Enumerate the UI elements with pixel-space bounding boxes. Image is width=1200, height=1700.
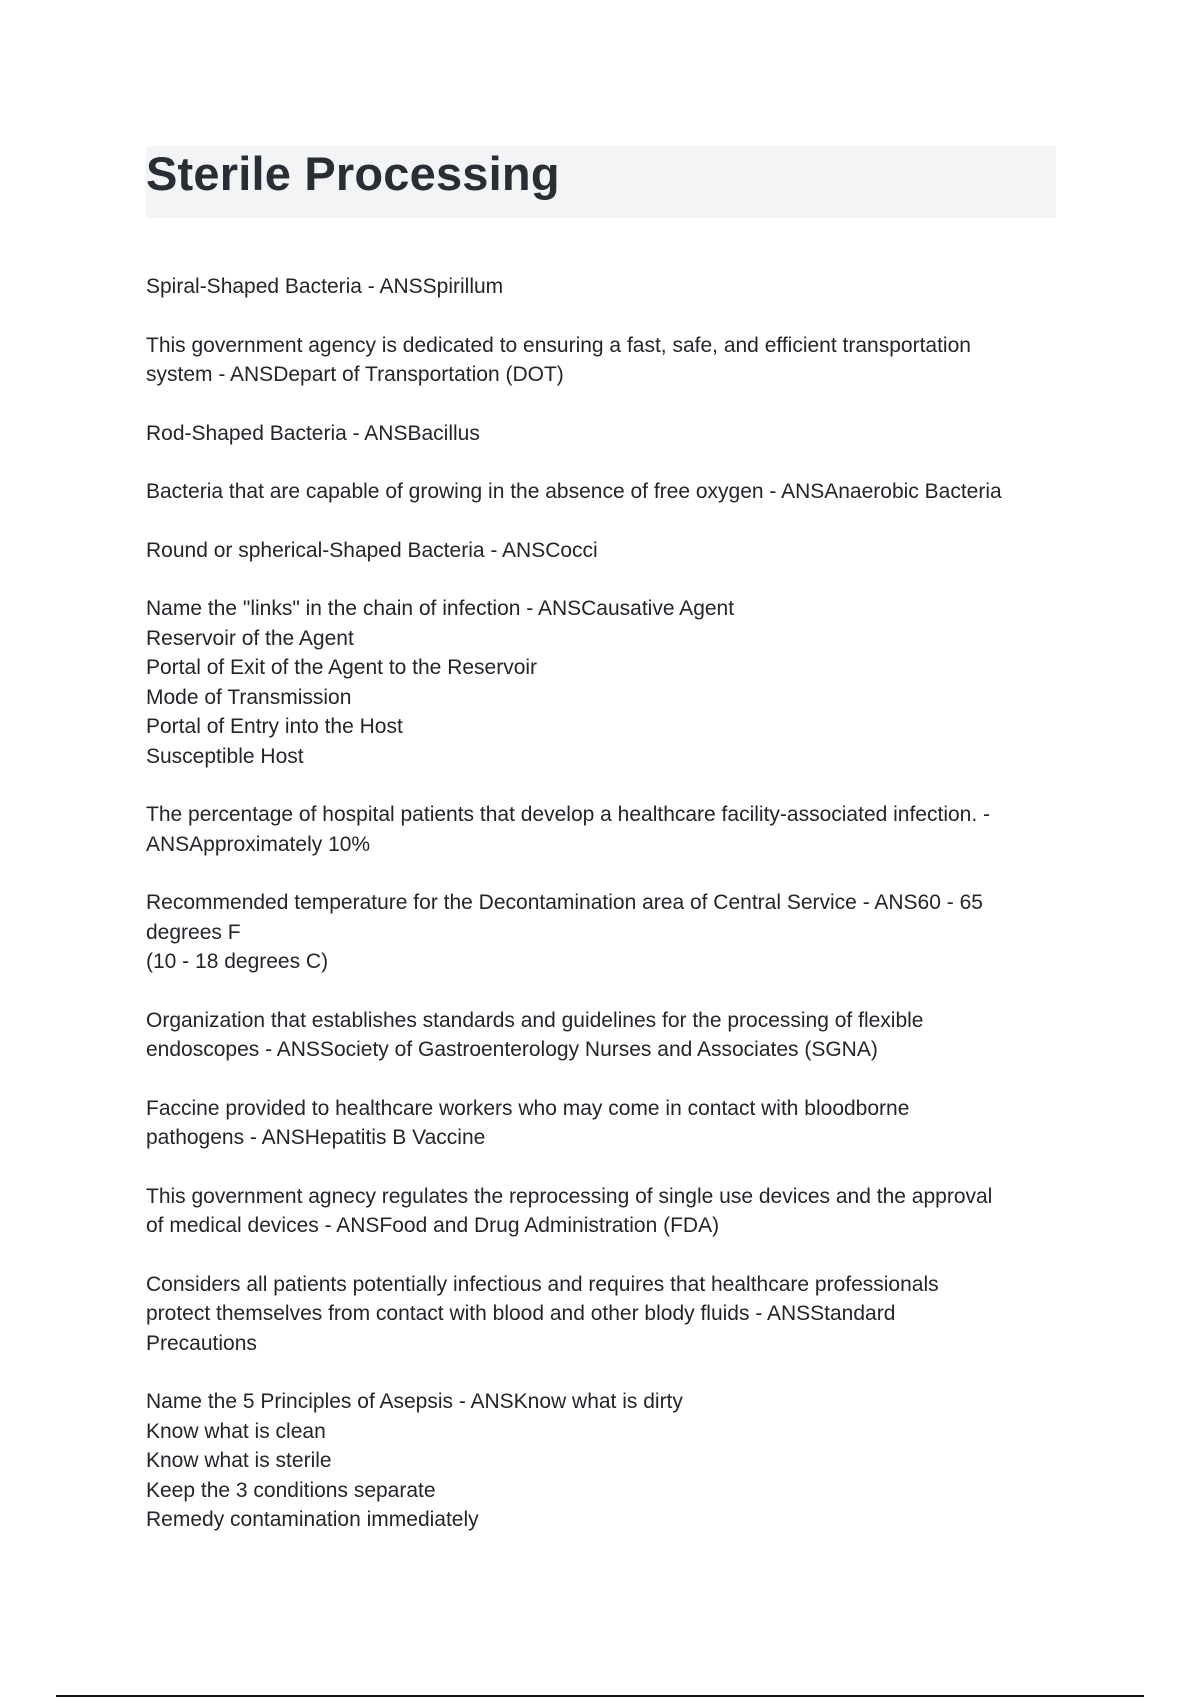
page-title: Sterile Processing bbox=[146, 147, 560, 200]
qa-list bbox=[146, 272, 1066, 1564]
footer-divider bbox=[56, 1695, 1144, 1697]
qa-entry: Name the "links" in the chain of infection - ANSCausative Agent Reservoir of the Agent Portal of Exit of the Agent to the Reservoir Mode of Transmission Portal of Entry into the Host Susceptible Host bbox=[146, 597, 735, 768]
qa-entry: Faccine provided to healthcare workers who may come in contact with bloodborne pathogens - ANSHepatitis B Vaccine bbox=[146, 1096, 910, 1149]
qa-entry: Recommended temperature for the Decontamination area of Central Service - ANS60 - 65 degrees F (10 - 18 degrees C) bbox=[146, 891, 983, 973]
qa-entry: Considers all patients potentially infectious and requires that healthcare professionals protect themselves from contact with blood and other blody fluids - ANSStandard Precautions bbox=[146, 1272, 939, 1355]
qa-entry: Bacteria that are capable of growing in the absence of free oxygen - ANSAnaerobic Bacteria bbox=[146, 480, 1002, 503]
qa-entry: Organization that establishes standards and guidelines for the processing of flexible endoscopes - ANSSociety of Gastroenterology Nurses and Associates (SGNA) bbox=[146, 1008, 924, 1061]
qa-entry: Round or spherical-Shaped Bacteria - ANSCocci bbox=[146, 538, 598, 562]
qa-entry: Name the 5 Principles of Asepsis - ANSKnow what is dirty Know what is clean Know what is sterile Keep the 3 conditions separate Remedy contamination immediately bbox=[146, 1390, 683, 1531]
qa-entry: Rod-Shaped Bacteria - ANSBacillus bbox=[146, 421, 480, 445]
qa-entry: The percentage of hospital patients that develop a healthcare facility-associated infection. - ANSApproximately 10% bbox=[146, 803, 991, 856]
qa-entry: This government agency is dedicated to ensuring a fast, safe, and efficient transportation system - ANSDepart of Transportation (DOT) bbox=[146, 333, 971, 386]
qa-entry: This government agnecy regulates the reprocessing of single use devices and the approval of medical devices - ANSFood and Drug Administration (FDA) bbox=[146, 1184, 993, 1237]
qa-entry: Spiral-Shaped Bacteria - ANSSpirillum bbox=[146, 275, 504, 298]
